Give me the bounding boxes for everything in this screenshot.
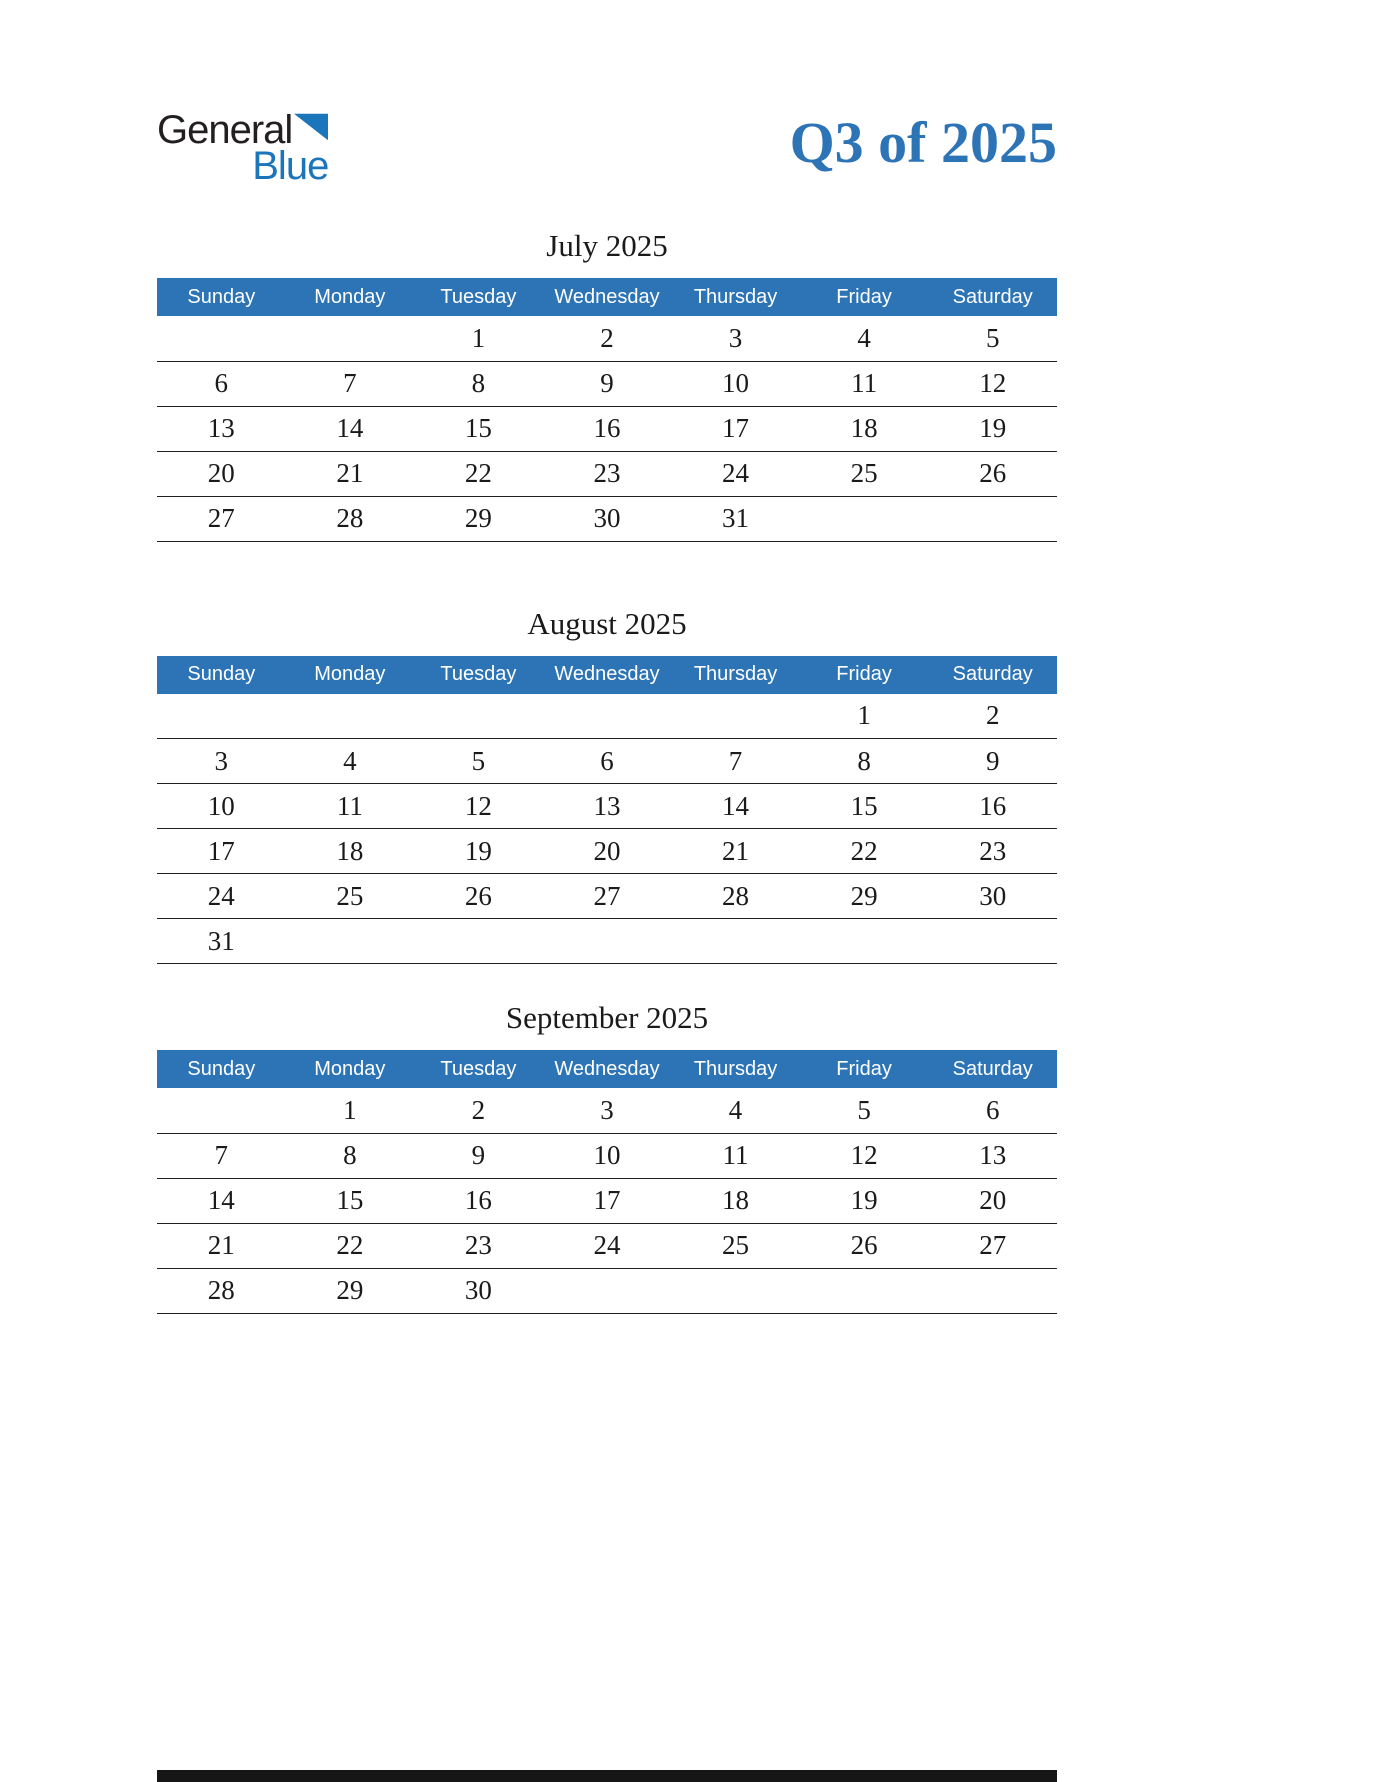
date-cell: 22: [414, 451, 543, 496]
empty-cell: [286, 694, 415, 739]
date-cell: 22: [286, 1223, 415, 1268]
date-cell: 4: [800, 316, 929, 361]
date-cell: 13: [543, 784, 672, 829]
week-row: [157, 784, 1057, 829]
date-cell: 27: [157, 496, 286, 541]
date-cell: 18: [286, 829, 415, 874]
week-row: [157, 1088, 1057, 1133]
weekday-header: Saturday: [928, 278, 1057, 316]
date-cell: 27: [543, 874, 672, 919]
month-title: August 2025: [527, 605, 687, 641]
month-calendar-july: [157, 228, 1057, 542]
page-header: [157, 110, 1057, 186]
date-cell: 10: [157, 784, 286, 829]
weekday-header: Wednesday: [543, 1050, 672, 1088]
date-cell: 28: [157, 1268, 286, 1313]
weekday-header: Friday: [800, 1050, 929, 1088]
weekday-header: Wednesday: [543, 656, 672, 694]
date-cell: 24: [157, 874, 286, 919]
date-cell: 6: [157, 361, 286, 406]
date-cell: 15: [800, 784, 929, 829]
weekday-header: Friday: [800, 278, 929, 316]
weekday-header: Thursday: [671, 278, 800, 316]
date-cell: 28: [286, 496, 415, 541]
date-cell: 25: [671, 1223, 800, 1268]
date-cell: 8: [800, 739, 929, 784]
weekday-header: Monday: [286, 1050, 415, 1088]
date-cell: 21: [157, 1223, 286, 1268]
date-cell: 10: [543, 1133, 672, 1178]
weekday-row: [157, 278, 1057, 316]
date-cell: 1: [286, 1088, 415, 1133]
weekday-header: Monday: [286, 656, 415, 694]
calendar-table: [157, 278, 1057, 542]
week-row: [157, 694, 1057, 739]
date-cell: 25: [800, 451, 929, 496]
date-cell: 29: [800, 874, 929, 919]
date-cell: 28: [671, 874, 800, 919]
weekday-header: Saturday: [928, 1050, 1057, 1088]
empty-cell: [800, 919, 929, 964]
date-cell: 31: [671, 496, 800, 541]
weekday-header: Monday: [286, 278, 415, 316]
week-row: [157, 1178, 1057, 1223]
date-cell: 23: [543, 451, 672, 496]
date-cell: 1: [414, 316, 543, 361]
date-cell: 1: [800, 694, 929, 739]
month-calendar-august: [157, 606, 1057, 965]
date-cell: 2: [414, 1088, 543, 1133]
week-row: [157, 406, 1057, 451]
date-cell: 17: [671, 406, 800, 451]
date-cell: 30: [543, 496, 672, 541]
date-cell: 30: [928, 874, 1057, 919]
date-cell: 4: [286, 739, 415, 784]
date-cell: 7: [671, 739, 800, 784]
date-cell: 3: [157, 739, 286, 784]
quarter-title: Q3 of 2025: [789, 110, 1057, 175]
date-cell: 4: [671, 1088, 800, 1133]
week-row: [157, 1223, 1057, 1268]
date-cell: 24: [671, 451, 800, 496]
date-cell: 11: [800, 361, 929, 406]
date-cell: 8: [286, 1133, 415, 1178]
weekday-header: Saturday: [928, 656, 1057, 694]
date-cell: 18: [800, 406, 929, 451]
date-cell: 19: [800, 1178, 929, 1223]
date-cell: 26: [800, 1223, 929, 1268]
date-cell: 13: [157, 406, 286, 451]
empty-cell: [928, 919, 1057, 964]
date-cell: 23: [414, 1223, 543, 1268]
date-cell: 29: [414, 496, 543, 541]
empty-cell: [157, 1088, 286, 1133]
week-row: [157, 316, 1057, 361]
weekday-header: Sunday: [157, 278, 286, 316]
week-row: [157, 361, 1057, 406]
week-row: [157, 1268, 1057, 1313]
date-cell: 21: [286, 451, 415, 496]
weekday-header: Sunday: [157, 656, 286, 694]
week-row: [157, 1133, 1057, 1178]
empty-cell: [157, 316, 286, 361]
date-cell: 13: [928, 1133, 1057, 1178]
empty-cell: [286, 316, 415, 361]
date-cell: 12: [800, 1133, 929, 1178]
date-cell: 25: [286, 874, 415, 919]
date-cell: 15: [414, 406, 543, 451]
date-cell: 20: [928, 1178, 1057, 1223]
date-cell: 12: [414, 784, 543, 829]
week-row: [157, 496, 1057, 541]
weekday-header: Tuesday: [414, 1050, 543, 1088]
date-cell: 17: [543, 1178, 672, 1223]
empty-cell: [928, 1268, 1057, 1313]
month-title: September 2025: [505, 1000, 709, 1035]
date-cell: 7: [157, 1133, 286, 1178]
date-cell: 23: [928, 829, 1057, 874]
logo-flag-icon: [294, 113, 328, 141]
date-cell: 10: [671, 361, 800, 406]
weekday-header: Wednesday: [543, 278, 672, 316]
date-cell: 6: [928, 1088, 1057, 1133]
date-cell: 3: [543, 1088, 672, 1133]
date-cell: 27: [928, 1223, 1057, 1268]
date-cell: 17: [157, 829, 286, 874]
empty-cell: [671, 694, 800, 739]
empty-cell: [286, 919, 415, 964]
empty-cell: [543, 919, 672, 964]
date-cell: 30: [414, 1268, 543, 1313]
weekday-header: Sunday: [157, 1050, 286, 1088]
date-cell: 26: [928, 451, 1057, 496]
date-cell: 12: [928, 361, 1057, 406]
date-cell: 14: [671, 784, 800, 829]
week-row: [157, 739, 1057, 784]
weekday-header: Tuesday: [414, 656, 543, 694]
date-cell: 26: [414, 874, 543, 919]
date-cell: 29: [286, 1268, 415, 1313]
empty-cell: [928, 496, 1057, 541]
date-cell: 2: [928, 694, 1057, 739]
empty-cell: [800, 1268, 929, 1313]
date-cell: 16: [928, 784, 1057, 829]
date-cell: 21: [671, 829, 800, 874]
date-cell: 31: [157, 919, 286, 964]
month-title: July 2025: [546, 228, 668, 263]
date-cell: 14: [286, 406, 415, 451]
week-row: [157, 451, 1057, 496]
date-cell: 18: [671, 1178, 800, 1223]
date-cell: 2: [543, 316, 672, 361]
date-cell: 6: [543, 739, 672, 784]
empty-cell: [543, 694, 672, 739]
empty-cell: [157, 694, 286, 739]
month-calendar-september: [157, 1000, 1057, 1314]
calendar-table: [157, 1050, 1057, 1314]
date-cell: 14: [157, 1178, 286, 1223]
date-cell: 19: [414, 829, 543, 874]
empty-cell: [543, 1268, 672, 1313]
footer-rule: [157, 1770, 1057, 1782]
week-row: [157, 874, 1057, 919]
date-cell: 16: [414, 1178, 543, 1223]
date-cell: 9: [414, 1133, 543, 1178]
calendar-table: [157, 656, 1057, 965]
logo-text-blue: Blue: [252, 144, 329, 188]
weekday-header: Thursday: [671, 656, 800, 694]
date-cell: 5: [800, 1088, 929, 1133]
date-cell: 15: [286, 1178, 415, 1223]
empty-cell: [414, 694, 543, 739]
date-cell: 11: [286, 784, 415, 829]
date-cell: 8: [414, 361, 543, 406]
date-cell: 7: [286, 361, 415, 406]
date-cell: 20: [543, 829, 672, 874]
week-row: [157, 829, 1057, 874]
weekday-header: Tuesday: [414, 278, 543, 316]
empty-cell: [800, 496, 929, 541]
empty-cell: [671, 1268, 800, 1313]
weekday-header: Friday: [800, 656, 929, 694]
date-cell: 5: [414, 739, 543, 784]
empty-cell: [671, 919, 800, 964]
date-cell: 5: [928, 316, 1057, 361]
date-cell: 11: [671, 1133, 800, 1178]
date-cell: 3: [671, 316, 800, 361]
general-blue-logo: [157, 110, 328, 186]
weekday-row: [157, 1050, 1057, 1088]
weekday-header: Thursday: [671, 1050, 800, 1088]
empty-cell: [414, 919, 543, 964]
week-row: [157, 919, 1057, 964]
logo-text-general: General: [157, 108, 293, 152]
date-cell: 16: [543, 406, 672, 451]
date-cell: 22: [800, 829, 929, 874]
date-cell: 20: [157, 451, 286, 496]
date-cell: 24: [543, 1223, 672, 1268]
date-cell: 9: [543, 361, 672, 406]
date-cell: 19: [928, 406, 1057, 451]
date-cell: 9: [928, 739, 1057, 784]
weekday-row: [157, 656, 1057, 694]
